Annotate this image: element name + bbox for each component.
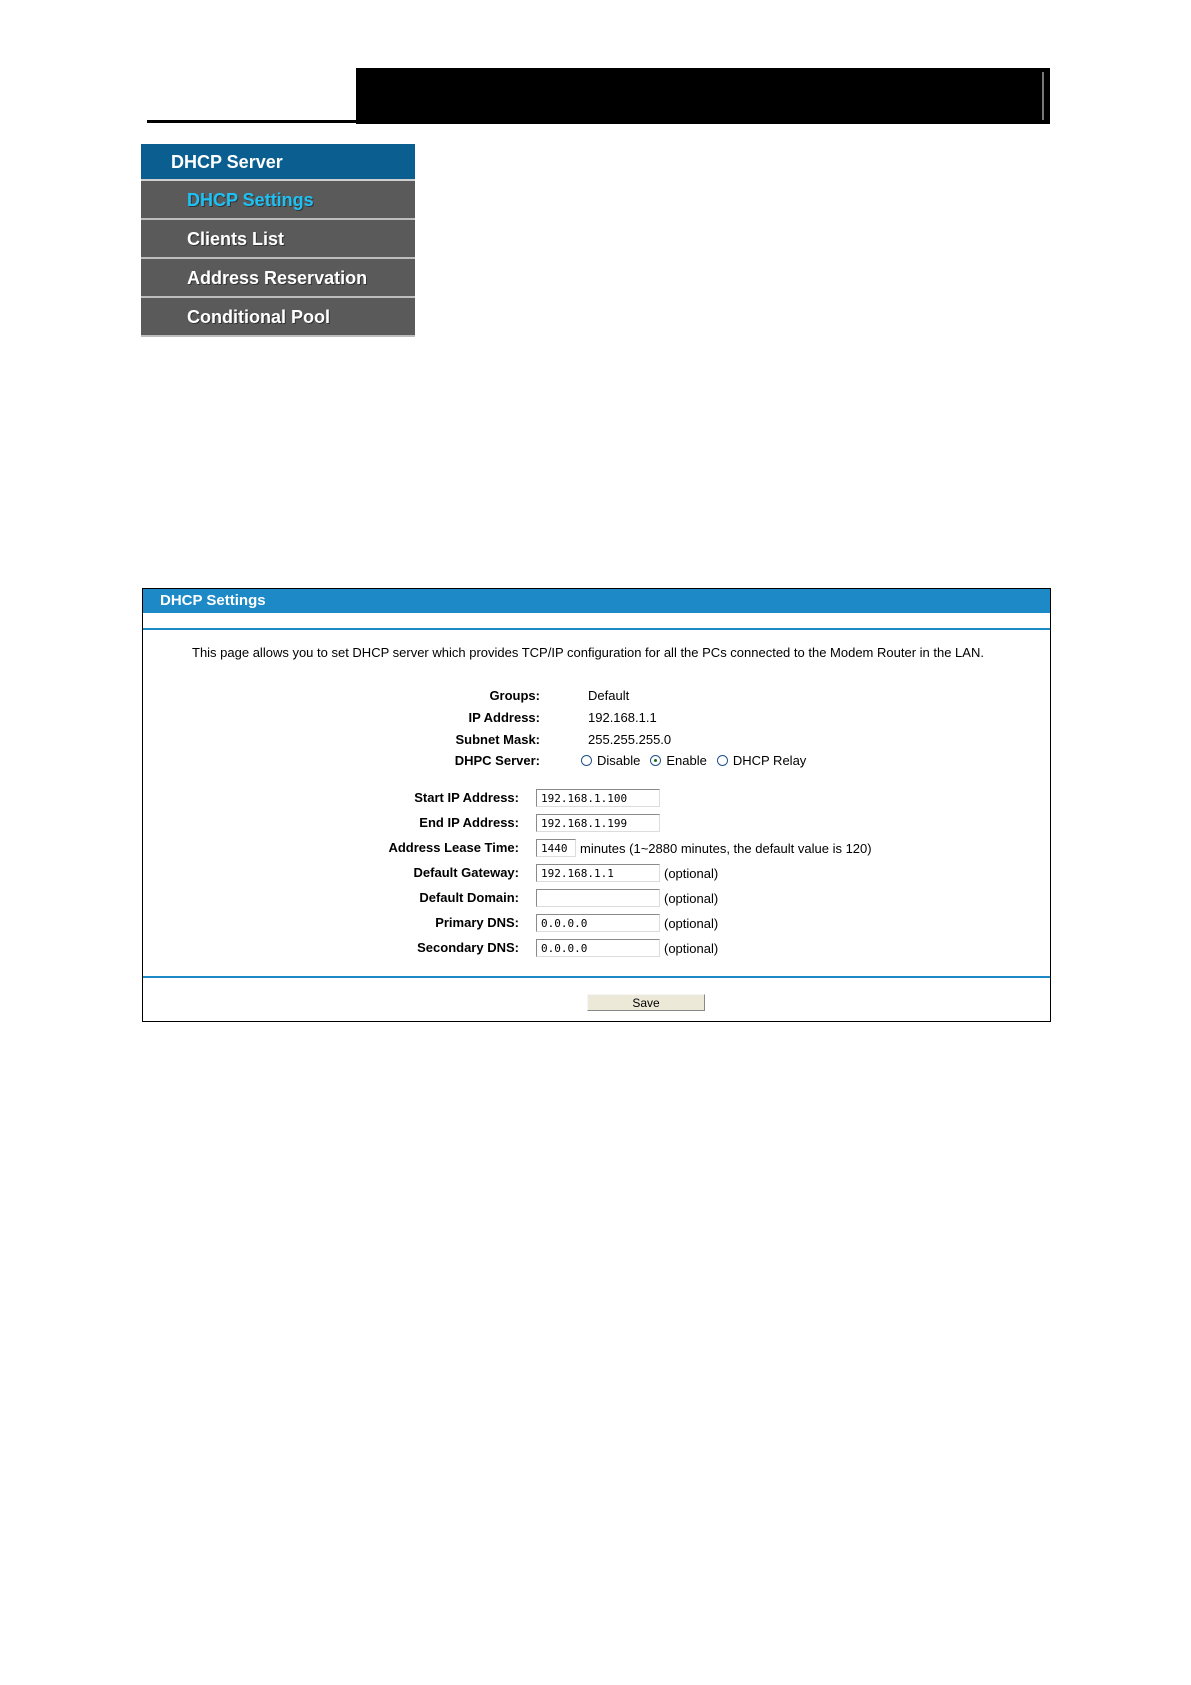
primary-dns-input[interactable] [536, 914, 660, 932]
dhcp-server-label: DHPC Server: [454, 753, 540, 768]
secondary-dns-label: Secondary DNS: [417, 940, 519, 955]
intro-text: This page allows you to set DHCP server which provides TCP/IP configuration for all the PCs connected to the Modem Router in the LAN. [192, 645, 984, 660]
dhcp-settings-panel [142, 588, 1051, 1022]
end-ip-label: End IP Address: [419, 815, 519, 830]
lease-time-hint: minutes (1~2880 minutes, the default value is 120) [580, 841, 872, 856]
enable-radio[interactable] [650, 755, 661, 766]
menu-item-conditional-pool[interactable]: Conditional Pool [141, 298, 415, 337]
enable-radio-label[interactable]: Enable [666, 753, 707, 768]
menu-item-dhcp-settings[interactable]: DHCP Settings [141, 181, 415, 220]
domain-optional-note: (optional) [664, 891, 719, 906]
dhcp-submenu [141, 144, 415, 337]
save-button[interactable]: Save [587, 994, 705, 1011]
header-underline [147, 120, 357, 123]
panel-divider-top [143, 628, 1050, 630]
dhcp-server-radio-group [581, 753, 816, 768]
panel-title: DHCP Settings [143, 589, 1050, 613]
subnet-mask-value: 255.255.255.0 [588, 732, 672, 747]
start-ip-input[interactable] [536, 789, 660, 807]
default-domain-label: Default Domain: [419, 890, 519, 905]
default-gateway-input[interactable] [536, 864, 660, 882]
disable-radio-label[interactable]: Disable [597, 753, 641, 768]
primary-dns-label: Primary DNS: [435, 915, 519, 930]
end-ip-input[interactable] [536, 814, 660, 832]
secondary-dns-optional-note: (optional) [664, 941, 719, 956]
panel-divider-bottom [143, 976, 1050, 978]
ip-address-value: 192.168.1.1 [588, 710, 657, 725]
lease-time-input[interactable] [536, 839, 576, 857]
secondary-dns-input[interactable] [536, 939, 660, 957]
menu-title[interactable]: DHCP Server [141, 144, 415, 181]
header-banner-edge [1042, 72, 1044, 120]
start-ip-label: Start IP Address: [414, 790, 519, 805]
groups-label: Groups: [489, 688, 540, 703]
ip-address-label: IP Address: [468, 710, 540, 725]
default-domain-input[interactable] [536, 889, 660, 907]
menu-item-address-reservation[interactable]: Address Reservation [141, 259, 415, 298]
default-gateway-label: Default Gateway: [413, 865, 519, 880]
primary-dns-optional-note: (optional) [664, 916, 719, 931]
gateway-optional-note: (optional) [664, 866, 719, 881]
dhcp-relay-radio-label[interactable]: DHCP Relay [732, 753, 807, 768]
subnet-mask-label: Subnet Mask: [455, 732, 540, 747]
header-banner [356, 68, 1050, 124]
groups-value: Default [588, 688, 630, 703]
disable-radio[interactable] [581, 755, 592, 766]
menu-item-clients-list[interactable]: Clients List [141, 220, 415, 259]
dhcp-relay-radio[interactable] [717, 755, 728, 766]
lease-time-label: Address Lease Time: [388, 840, 519, 855]
